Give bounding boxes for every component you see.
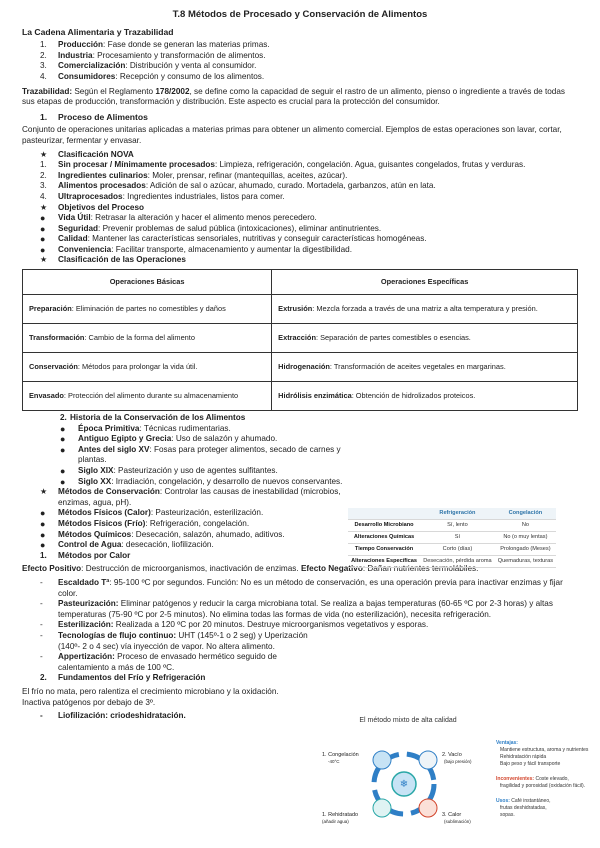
bullet-icon: ● xyxy=(40,213,46,224)
list-item: ● Siglo XX: Irradiación, congelación, y desarrollo de nuevos conservantes. xyxy=(60,476,343,487)
bullet-icon: ● xyxy=(40,519,46,529)
adv-title: Ventajas: xyxy=(496,740,518,746)
list-item: 2. Ingredientes culinarios: Moler, prensar, refinar (mantequillas, aceites, azúcar). xyxy=(40,170,348,180)
list-item: ● Calidad: Mantener las características sensoriales, nutritivas y conseguir características homogéneas. xyxy=(40,234,427,245)
freeze-drying-diagram xyxy=(300,712,589,840)
bullet-icon: ● xyxy=(40,244,46,255)
list-item: - Tecnologías de flujo continuo: UHT (145º-1 o 2 seg) y Uperización (140º- 2 o 4 sec) vía inyección de vapor. No altera alimento. xyxy=(40,630,308,651)
bullet-icon: ● xyxy=(40,223,46,234)
list-item: 4. Consumidores: Recepción y consumo de los alimentos. xyxy=(40,71,265,81)
step-sub: (bajo presión) xyxy=(444,759,472,764)
table-row: Tiempo Conservación Corto (días) Prolongado (Meses) xyxy=(348,544,556,556)
bullet-icon: ● xyxy=(60,434,66,445)
list-item: - Esterilización: Realizada a 120 ºC por 20 minutos. Destruye microorganismos vegetativos y esporas. xyxy=(40,620,429,630)
step-label: 1. Congelación xyxy=(322,752,359,758)
list-item: 1. Producción: Fase donde se generan las materias primas. xyxy=(40,40,270,50)
comparison-table xyxy=(348,508,556,568)
table-row: Conservación: Métodos para prolongar la vida útil. Hidrogenación: Transformación de aceites vegetales en margarinas. xyxy=(23,353,578,382)
nova-title: ★ Clasificación NOVA xyxy=(40,149,134,159)
uses-line: Usos: Café instantáneo, xyxy=(496,798,551,804)
list-item: ● Métodos Físicos (Frío): Refrigeración, congelación. xyxy=(40,519,250,529)
uses-item: frutas deshidratadas, xyxy=(500,805,547,811)
list-item: ● Métodos Químicos: Desecación, salazón, ahumado, aditivos. xyxy=(40,529,285,540)
dis-line: Inconvenientes: Coste elevado, xyxy=(496,776,569,782)
table-row: Desarrollo Microbiano Sí, lento No xyxy=(348,520,556,532)
table-header: Congelación xyxy=(495,508,556,520)
page-title: T.8 Métodos de Procesado y Conservación de Alimentos xyxy=(172,9,428,20)
heat-effects: Efecto Positivo: Destrucción de microorganismos, inactivación de enzimas. Efecto Negativo: Dañan nutrientes termolábiles. xyxy=(22,564,479,574)
freeze-icon xyxy=(373,751,391,769)
objectives-list xyxy=(22,213,578,255)
list-item: ● Antiguo Egipto y Grecia: Uso de salazón y ahumado. xyxy=(60,434,278,445)
star-icon: ★ xyxy=(40,149,48,159)
history-heading: 2. Historia de la Conservación de los Alimentos xyxy=(60,413,246,423)
bullet-icon: ● xyxy=(40,540,46,551)
table-row: Envasado: Protección del alimento durante su almacenamiento Hidrólisis enzimática: Obtención de hidrolizados proteicos. xyxy=(23,382,578,411)
list-item: ● Conveniencia: Facilitar transporte, almacenamiento y aumentar la digestibilidad. xyxy=(40,244,352,255)
list-item: ● Época Primitiva: Técnicas rudimentarias. xyxy=(60,423,231,434)
cold-heading: 2. Fundamentos del Frío y Refrigeración xyxy=(40,673,206,683)
bullet-icon: ● xyxy=(60,444,66,455)
table-header: Operaciones Específicas xyxy=(272,270,578,295)
list-item: ● Vida Útil: Retrasar la alteración y hacer el alimento menos perecedero. xyxy=(40,213,317,224)
bullet-icon: ● xyxy=(40,508,46,519)
history-list xyxy=(22,424,352,488)
list-item: - Escaldado Tª: 95-100 ºC por segundos. Función: No es un método de conservación, es una operación previa para inactivar enzimas y fijar color. xyxy=(40,577,563,598)
list-item: ● Control de Agua: desecación, liofilización. xyxy=(40,540,214,551)
list-item: 2. Industria: Procesamiento y transformación de alimentos. xyxy=(40,50,266,60)
chain-heading: La Cadena Alimentaria y Trazabilidad xyxy=(22,26,174,37)
process-heading: 1. Proceso de Alimentos xyxy=(40,111,148,122)
list-item: - Pasteurización: Eliminar patógenos y reducir la carga microbiana total. Se realiza a bajas temperaturas (60-65 ºC por 2-3 horas) y altas temperaturas (75-90 ºC por 2-5 minutos). No elimina todas las formas de vida (no esterilización), necesita refrigeración. xyxy=(40,599,553,619)
process-intro: Conjunto de operaciones unitarias aplicadas a materias primas para obtener un alimento comercial. Ejemplos de estas operaciones son lavar, cortar, pasteurizar, fermentar y envasar. xyxy=(22,125,562,145)
dis-item: fragilidad y porosidad (oxidación fácil). xyxy=(500,783,586,789)
table-header: Operaciones Básicas xyxy=(23,270,272,295)
bullet-icon: ● xyxy=(60,476,66,487)
heat-heading: 1. Métodos por Calor xyxy=(40,550,131,560)
list-item: ● Seguridad: Prevenir problemas de salud pública (intoxicaciones), eliminar antinutrientes. xyxy=(40,223,382,234)
list-item: 3. Comercialización: Distribución y venta al consumidor. xyxy=(40,61,257,71)
bullet-icon: ● xyxy=(40,529,46,540)
table-header xyxy=(348,508,420,520)
star-icon: ★ xyxy=(40,202,48,212)
list-item: 1. Sin procesar / Mínimamente procesados: Limpieza, refrigeración, congelación. Agua, guisantes congelados, frutas y verduras. xyxy=(40,160,526,170)
nova-list xyxy=(22,160,578,202)
star-icon: ★ xyxy=(40,255,48,265)
table-row: Alteraciones Químicas Sí No (o muy lentas) xyxy=(348,532,556,544)
diagram-title: El método mixto de alta calidad xyxy=(359,717,457,724)
heat-icon xyxy=(419,799,437,817)
adv-item: Mantiene estructura, aroma y nutrientes xyxy=(500,747,589,753)
chain-list xyxy=(22,40,578,82)
table-row: Alteraciones Específicas Desecación, pérdida aroma Quemaduras, texturas xyxy=(348,556,556,568)
objectives-title: ★ Objetivos del Proceso xyxy=(40,202,144,212)
document-page xyxy=(22,10,578,722)
adv-item: Rehidratación rápida xyxy=(500,754,547,760)
lio-item: - Liofilización: criodeshidratación. xyxy=(40,711,186,721)
step-label: 2. Vacío xyxy=(442,752,462,758)
bullet-icon: ● xyxy=(60,423,66,434)
list-item: ● Siglo XIX: Pasteurización y uso de agentes sulfitantes. xyxy=(60,466,278,477)
traceability-paragraph: Trazabilidad: Según el Reglamento 178/2002, se define como la capacidad de seguir el rastro de un alimento, pienso o ingrediente a través de todas sus etapas de producción, transformación y distribución. Este aspecto es crucial para la protección del consumidor. xyxy=(22,86,565,107)
bullet-icon: ● xyxy=(40,234,46,245)
list-item: - Appertización: Proceso de envasado hermético seguido de calentamiento a más de 100 ºC. xyxy=(40,652,277,672)
rehydrate-icon xyxy=(373,799,391,817)
step-sub: -40°C xyxy=(328,759,340,764)
step-sub: (sublimación) xyxy=(444,819,471,824)
list-item: ● Métodos Físicos (Calor): Pasteurización, esterilización. xyxy=(40,508,264,519)
operations-table xyxy=(22,269,578,411)
bullet-icon: ● xyxy=(60,466,66,477)
methods-title: ★ Métodos de Conservación: Controlar las causas de inestabilidad (microbios, enzimas, agua, pH). xyxy=(40,487,341,507)
table-row: Transformación: Cambio de la forma del alimento Extracción: Separación de partes comestibles o esencias. xyxy=(23,324,578,353)
ops-title: ★ Clasificación de las Operaciones xyxy=(40,255,186,265)
uses-item: sopas. xyxy=(500,812,515,818)
step-label: 1. Rehidratado xyxy=(322,812,359,818)
methods-list xyxy=(22,508,352,550)
step-sub: (añadir agua) xyxy=(322,819,349,824)
table-header: Refrigeración xyxy=(420,508,495,520)
star-icon: ★ xyxy=(40,487,48,497)
vacuum-icon xyxy=(419,751,437,769)
step-label: 3. Calor xyxy=(442,812,462,818)
adv-item: Bajo peso y fácil transporte xyxy=(500,761,561,767)
list-item: 4. Ultraprocesados: Ingredientes industriales, listos para comer. xyxy=(40,191,285,201)
list-item: 3. Alimentos procesados: Adición de sal o azúcar, ahumado, curado. Mortadela, garbanzos, atún en lata. xyxy=(40,181,436,191)
snowflake-glyph: ❄ xyxy=(399,779,409,790)
list-item: ● Antes del siglo XV: Fosas para proteger alimentos, secado de carnes y plantas. xyxy=(60,444,341,465)
cold-intro: El frío no mata, pero ralentiza el crecimiento microbiano y la oxidación. Inactiva patógenos por debajo de 3º. xyxy=(22,686,279,707)
table-row: Preparación: Eliminación de partes no comestibles y daños Extrusión: Mezcla forzada a través de una matriz a alta temperatura y presión. xyxy=(23,295,578,324)
heat-list xyxy=(22,578,578,673)
